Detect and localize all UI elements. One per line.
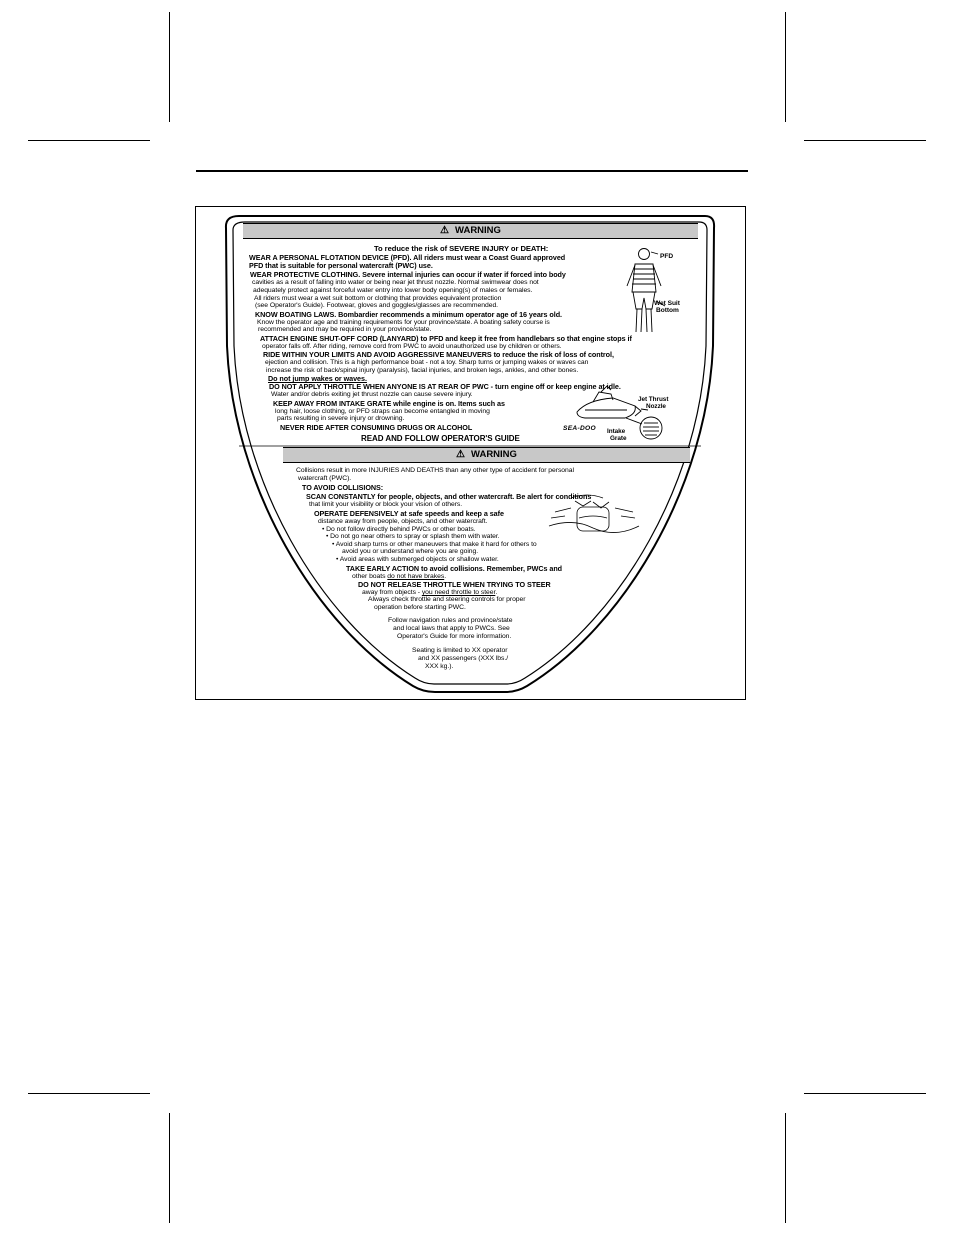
- warning2-line-1: watercraft (PWC).: [298, 475, 352, 482]
- crop-mark-top-right-horizontal: [804, 140, 926, 141]
- warning2-line-10: avoid you or understand where you are going.: [342, 548, 479, 555]
- warning2-line-27: XXX kg.).: [425, 663, 454, 670]
- warning2-line-25: Seating is limited to XX operator: [412, 647, 508, 654]
- warning2-line-7: • Do not follow directly behind PWCs or other boats.: [322, 526, 476, 533]
- warning2-line-16: DO NOT RELEASE THROTTLE WHEN TRYING TO STEER: [358, 580, 551, 589]
- warning1-line-2: WEAR PROTECTIVE CLOTHING. Severe internal injuries can occur if water if forced into body: [250, 270, 566, 279]
- warning1-line-5: All riders must wear a wet suit bottom or clothing that provides equivalent protection: [254, 295, 502, 302]
- header-rule: [196, 170, 748, 172]
- warning1-line-6: (see Operator's Guide). Footwear, gloves and goggles/glasses are recommended.: [255, 302, 499, 309]
- callout-intake-line1: Intake: [607, 428, 626, 435]
- warning1-line-18: KEEP AWAY FROM INTAKE GRATE while engine is on. Items such as: [273, 399, 505, 408]
- warning2-line-13: other boats do not have brakes.: [352, 573, 447, 580]
- warning1-line-7: KNOW BOATING LAWS. Bombardier recommends a minimum operator age of 16 years old.: [255, 310, 562, 319]
- callout-wet-suit-line1: Wet Suit: [654, 300, 680, 307]
- warning1-line-1: PFD that is suitable for personal watercraft (PWC) use.: [249, 261, 433, 270]
- crop-mark-bottom-left-horizontal: [28, 1093, 150, 1094]
- callout-pfd: PFD: [660, 253, 674, 260]
- brand-logo: SEA-DOO: [563, 425, 596, 432]
- warning1-intro: To reduce the risk of SEVERE INJURY or DEATH:: [374, 244, 549, 253]
- crop-mark-bottom-left-vertical: [169, 1113, 170, 1223]
- warning1-line-17: Water and/or debris exiting jet thrust nozzle can cause severe injury.: [271, 391, 473, 398]
- warning2-line-20: Always check throttle and steering controls for proper: [368, 596, 526, 603]
- warning2-line-12: TAKE EARLY ACTION to avoid collisions. Remember, PWCs and: [346, 564, 563, 573]
- callout-jet-thrust-line1: Jet Thrust: [638, 396, 669, 403]
- warning-banner-1: [243, 223, 698, 239]
- warning-triangle-icon: ⚠: [440, 225, 450, 236]
- warning-banner-2: [283, 447, 690, 463]
- warning1-line-10: ATTACH ENGINE SHUT-OFF CORD (LANYARD) to PFD and keep it free from handlebars so that engine stops if: [260, 334, 632, 343]
- warning2-line-3: SCAN CONSTANTLY for people, objects, and other watercraft. Be alert for conditions: [306, 492, 592, 501]
- warning1-line-11: operator falls off. After riding, remove cord from PWC to avoid unauthorized use by children or others.: [262, 343, 562, 350]
- warning1-line-21: NEVER RIDE AFTER CONSUMING DRUGS OR ALCOHOL: [280, 423, 473, 432]
- crop-mark-top-left-horizontal: [28, 140, 150, 141]
- warning2-line-8: • Do not go near others to spray or splash them with water.: [326, 533, 500, 540]
- warning1-line-0: WEAR A PERSONAL FLOTATION DEVICE (PFD). All riders must wear a Coast Guard approved: [249, 253, 566, 262]
- warning1-line-8: Know the operator age and training requirements for your province/state. A boating safety course is: [257, 319, 550, 326]
- warning1-line-19: long hair, loose clothing, or PFD straps can become entangled in moving: [275, 408, 490, 415]
- warning2-line-22: Follow navigation rules and province/state: [388, 617, 513, 624]
- crop-mark-top-left-vertical: [169, 12, 170, 122]
- warning1-line-16: DO NOT APPLY THROTTLE WHEN ANYONE IS AT REAR OF PWC - turn engine off or keep engine at idle.: [269, 382, 621, 391]
- warning2-line-0: Collisions result in more INJURIES AND DEATHS than any other type of accident for personal: [296, 467, 574, 474]
- crop-mark-bottom-right-horizontal: [804, 1093, 926, 1094]
- warning2-line-4: that limit your visibility or block your vision of others.: [309, 501, 463, 508]
- warning2-line-21: operation before starting PWC.: [374, 604, 466, 611]
- warning2-line-23: and local laws that apply to PWCs. See: [393, 625, 510, 632]
- warning1-line-9: recommended and may be required in your province/state.: [258, 326, 432, 333]
- warning1-line-14: increase the risk of back/spinal injury (paralysis), facial injuries, and broken legs, ankles, and other bones.: [266, 367, 579, 374]
- warning1-line-15: Do not jump wakes or waves.: [268, 374, 367, 383]
- crop-mark-top-right-vertical: [785, 12, 786, 122]
- warning1-line-4: adequately protect against forceful water entry into lower body opening(s) of males or females.: [253, 287, 533, 294]
- callout-jet-thrust-line2: Nozzle: [646, 403, 666, 410]
- warning2-line-24: Operator's Guide for more information.: [397, 633, 512, 640]
- warning-title-2: ⚠ WARNING: [456, 449, 517, 460]
- warning2-line-9: • Avoid sharp turns or other maneuvers that make it hard for others to: [332, 541, 537, 548]
- crop-mark-bottom-right-vertical: [785, 1113, 786, 1223]
- pfd-figure-illustration: [627, 249, 665, 333]
- warning2-line-2: TO AVOID COLLISIONS:: [302, 483, 384, 492]
- warning2-line-6: distance away from people, objects, and other watercraft.: [318, 518, 488, 525]
- warning2-line-26: and XX passengers (XXX lbs./: [418, 655, 509, 662]
- warning1-footer: READ AND FOLLOW OPERATOR'S GUIDE: [361, 434, 520, 443]
- warning1-line-20: parts resulting in severe injury or drowning.: [277, 415, 405, 422]
- warning2-line-11: • Avoid areas with submerged objects or shallow water.: [336, 556, 499, 563]
- warning1-line-3: cavities as a result of falling into water or being near jet thrust nozzle. Normal swimwear does not: [252, 279, 539, 286]
- warning-triangle-icon: ⚠: [456, 449, 466, 460]
- warning1-line-13: ejection and collision. This is a high performance boat - not a toy. Sharp turns or jumping wakes or waves can: [265, 359, 589, 366]
- callout-wet-suit-line2: Bottom: [656, 307, 679, 314]
- callout-intake-line2: Grate: [610, 435, 627, 442]
- warning1-line-12: RIDE WITHIN YOUR LIMITS AND AVOID AGGRESSIVE MANEUVERS to reduce the risk of loss of control,: [263, 350, 614, 359]
- warning-title-1: ⚠ WARNING: [440, 225, 501, 236]
- warning2-line-17: away from objects - you need throttle to steer.: [362, 589, 498, 596]
- warning2-line-5: OPERATE DEFENSIVELY at safe speeds and keep a safe: [314, 509, 504, 518]
